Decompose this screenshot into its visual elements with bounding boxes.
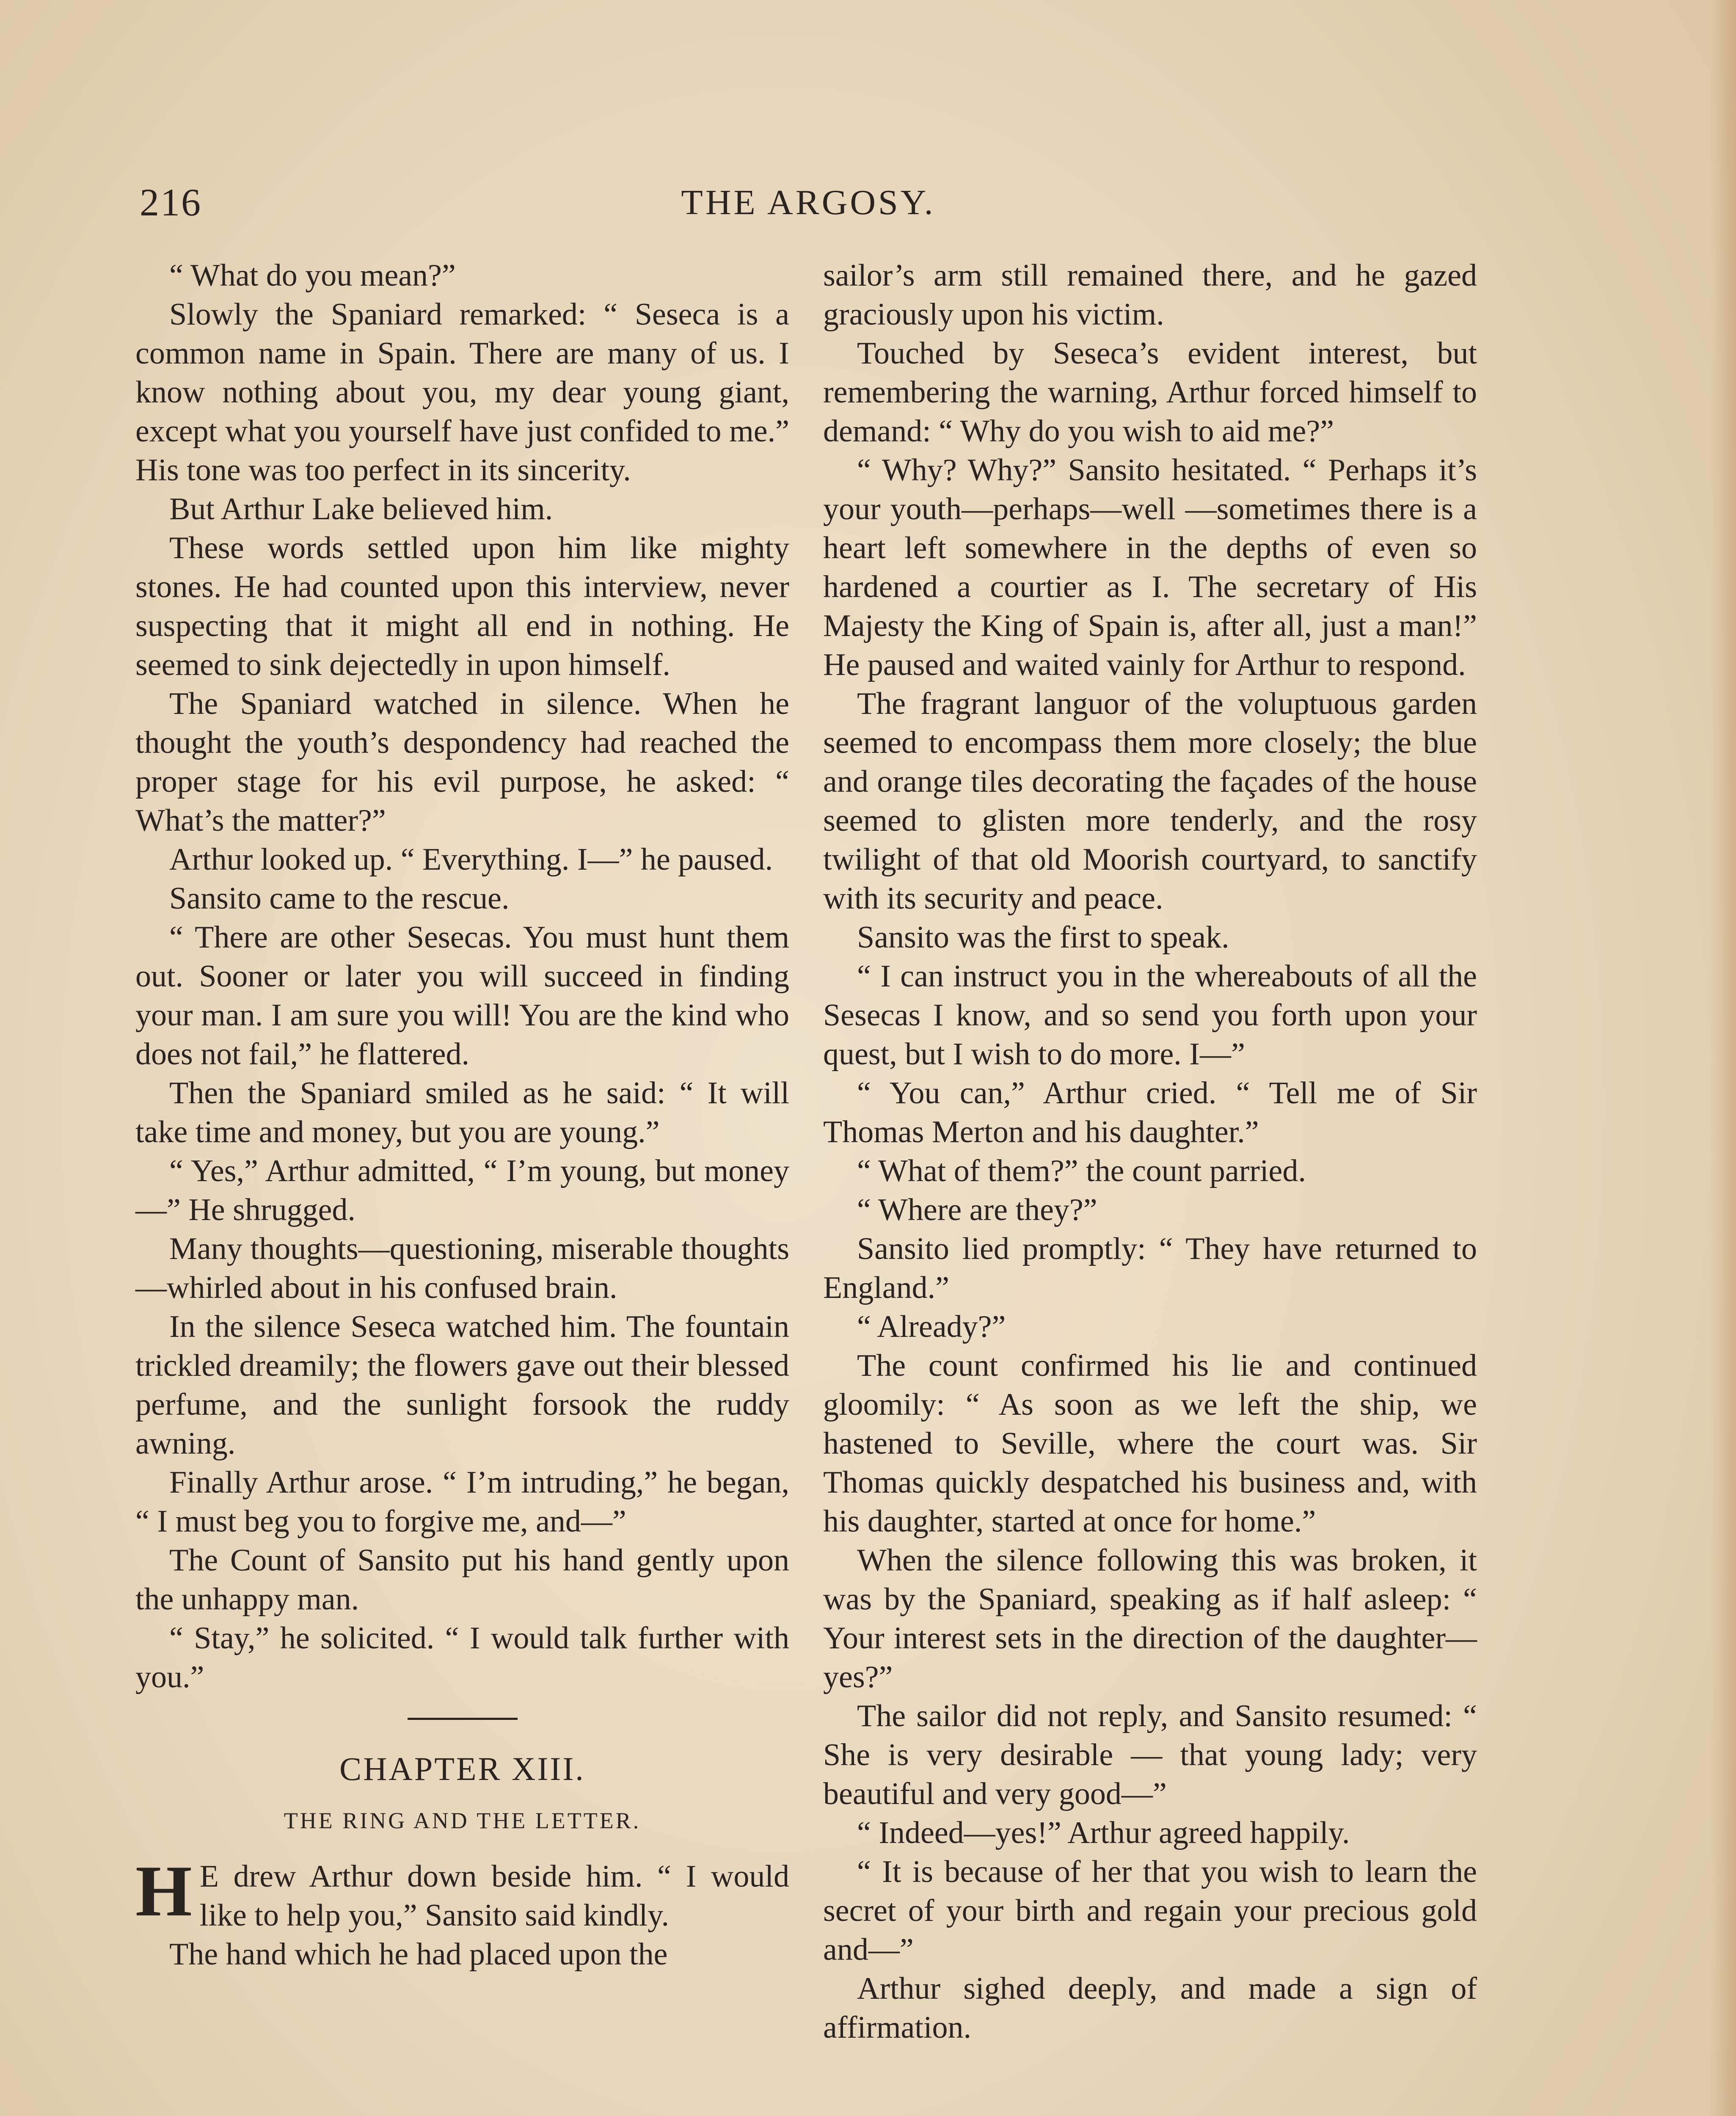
chapter-subtitle: THE RING AND THE LETTER. [284,1808,641,1833]
chapter-first-paragraph-text: E drew Arthur down beside him. “ I would like to help you,” Sansito said kindly. [199,1859,789,1933]
paragraph: “ I can instruct you in the whereabouts of all the Sesecas I know, and so send you forth upon your quest, but I wish to do more. I—” [823,959,1477,1072]
paragraph: Slowly the Spaniard remarked: “ Seseca is a common name in Spain. There are many of us. I know nothing about you, my dear young giant, except what you yourself have just confided to me.” His tone was too perfect in its sincerity. [135,297,789,488]
running-title: THE ARGOSY. [681,183,936,222]
paragraph: “ It is because of her that you wish to learn the secret of your birth and regain your precious gold and—” [823,1854,1477,1967]
paragraph: But Arthur Lake believed him. [169,492,553,526]
paragraph: “ What of them?” the count parried. [857,1154,1306,1188]
paragraph: These words settled upon him like mighty stones. He had counted upon this interview, never suspecting that it might all end in nothing. He seemed to sink dejectedly in upon himself. [135,531,789,682]
chapter-heading: CHAPTER XIII. [339,1750,585,1787]
paragraph: “ Stay,” he solicited. “ I would talk further with you.” [135,1621,789,1694]
paragraph: In the silence Seseca watched him. The fountain trickled dreamily; the flowers gave out their blessed perfume, and the sunlight forsook the ruddy awning. [135,1309,789,1461]
paragraph: “ Already?” [857,1309,1006,1344]
paragraph: “ You can,” Arthur cried. “ Tell me of Sir Thomas Merton and his daughter.” [823,1076,1477,1149]
paragraph: “ Why? Why?” Sansito hesitated. “ Perhaps it’s your youth—perhaps—well —sometimes there is a heart left somewhere in the depths of even so hardened a courtier as I. The secretary of His Majesty the King of Spain is, after all, just a man!” He paused and waited vainly for Arthur to respond. [823,453,1477,682]
page-header [140,180,1477,231]
paragraph: “ What do you mean?” [169,258,456,293]
right-column [823,256,1477,2047]
paragraph: The hand which he had placed upon the [169,1937,668,1972]
paragraph: Finally Arthur arose. “ I’m intruding,” he began, “ I must beg you to forgive me, and—” [135,1465,789,1539]
paragraph: Sansito came to the rescue. [169,881,510,916]
paragraph: Sansito lied promptly: “ They have returned to England.” [823,1232,1477,1305]
drop-cap: H [135,1851,192,1931]
paragraph: Many thoughts—questioning, miserable thoughts—whirled about in his confused brain. [135,1232,789,1305]
paragraph: Arthur sighed deeply, and made a sign of affirmation. [823,1971,1477,2045]
left-column [135,256,789,1974]
paragraph: The Spaniard watched in silence. When he thought the youth’s despondency had reached the proper stage for his evil purpose, he asked: “ What’s the matter?” [135,686,789,838]
paragraph: The Count of Sansito put his hand gently upon the unhappy man. [135,1543,789,1617]
paragraph: “ Indeed—yes!” Arthur agreed happily. [857,1816,1350,1850]
paragraph: The fragrant languor of the voluptuous garden seemed to encompass them more closely; the blue and orange tiles decorating the façades of the house seemed to glisten more tenderly, and the rosy twilight of that old Moorish courtyard, to sanctify with its security and peace. [823,686,1477,916]
paragraph: “ There are other Sesecas. You must hunt them out. Sooner or later you will succeed in finding your man. I am sure you will! You are the kind who does not fail,” he flattered. [135,920,789,1072]
paragraph: Arthur looked up. “ Everything. I—” he paused. [169,842,773,877]
paragraph: Sansito was the first to speak. [857,920,1229,955]
paragraph: When the silence following this was broken, it was by the Spaniard, speaking as if half asleep: “ Your interest sets in the direction of the daughter—yes?” [823,1543,1477,1694]
paragraph: “ Yes,” Arthur admitted, “ I’m young, but money—” He shrugged. [135,1154,789,1227]
paragraph: The count confirmed his lie and continued gloomily: “ As soon as we left the ship, we hastened to Seville, where the court was. Sir Thomas quickly despatched his business and, with his daughter, started at once for home.” [823,1348,1477,1539]
paragraph: sailor’s arm still remained there, and he gazed graciously upon his victim. [823,258,1477,332]
page-number: 216 [140,181,202,224]
paragraph: Touched by Seseca’s evident interest, but remembering the warning, Arthur forced himself to demand: “ Why do you wish to aid me?” [823,336,1477,449]
paragraph: Then the Spaniard smiled as he said: “ It will take time and money, but you are young.” [135,1076,789,1149]
section-divider [408,1718,518,1720]
paragraph: “ Where are they?” [857,1193,1097,1227]
chapter-first-paragraph [135,1851,789,1935]
paragraph: The sailor did not reply, and Sansito resumed: “ She is very desirable — that young lady; very beautiful and very good—” [823,1699,1477,1811]
